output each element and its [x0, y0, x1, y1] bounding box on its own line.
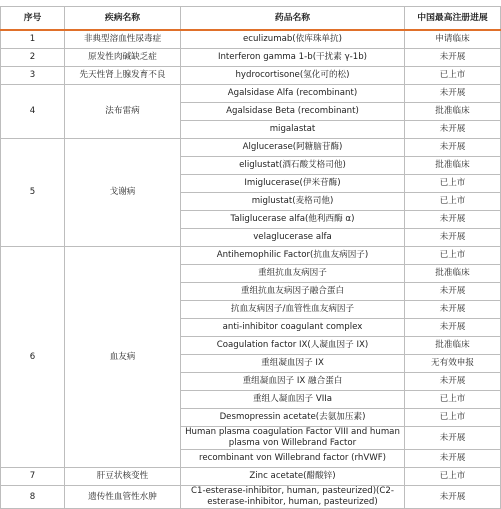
- registration-status: 批准临床: [405, 265, 501, 283]
- disease-name: 先天性肾上腺发育不良: [65, 67, 181, 85]
- drug-name: eliglustat(酒石酸艾格司他): [181, 157, 405, 175]
- table-row: [1, 139, 501, 157]
- table-row: [1, 85, 501, 103]
- drug-name: C1-esterase-inhibitor, human, pasteurized)(C2-esterase-inhibitor, human, pasteurized): [181, 486, 405, 509]
- drug-name: 重组人凝血因子 VIIa: [181, 391, 405, 409]
- registration-status: 未开展: [405, 139, 501, 157]
- table-row: [1, 486, 501, 509]
- row-no: 4: [1, 85, 65, 139]
- table-row: [1, 247, 501, 265]
- drug-name: Agalsidase Beta (recombinant): [181, 103, 405, 121]
- header-disease: 疾病名称: [65, 7, 181, 31]
- row-no: 5: [1, 139, 65, 247]
- row-no: 2: [1, 49, 65, 67]
- row-no: 6: [1, 247, 65, 468]
- disease-name: 法布雷病: [65, 85, 181, 139]
- registration-status: 批准临床: [405, 337, 501, 355]
- registration-status: 未开展: [405, 85, 501, 103]
- registration-status: 未开展: [405, 121, 501, 139]
- drug-name: 重组抗血友病因子融合蛋白: [181, 283, 405, 301]
- drug-name: 重组抗血友病因子: [181, 265, 405, 283]
- registration-status: 无有效申报: [405, 355, 501, 373]
- rare-disease-drug-table: [0, 6, 501, 509]
- registration-status: 未开展: [405, 373, 501, 391]
- drug-name: migalastat: [181, 121, 405, 139]
- row-no: 1: [1, 30, 65, 49]
- header-status: 中国最高注册进展: [405, 7, 501, 31]
- registration-status: 未开展: [405, 486, 501, 509]
- registration-status: 已上市: [405, 468, 501, 486]
- registration-status: 未开展: [405, 211, 501, 229]
- registration-status: 批准临床: [405, 103, 501, 121]
- drug-name: Taliglucerase alfa(他利西酶 α): [181, 211, 405, 229]
- drug-name: Agalsidase Alfa (recombinant): [181, 85, 405, 103]
- disease-name: 戈谢病: [65, 139, 181, 247]
- drug-name: Coagulation factor IX(人凝血因子 IX): [181, 337, 405, 355]
- registration-status: 已上市: [405, 409, 501, 427]
- drug-name: Imiglucerase(伊米苷酶): [181, 175, 405, 193]
- registration-status: 未开展: [405, 283, 501, 301]
- table-row: [1, 30, 501, 49]
- drug-name: recombinant von Willebrand factor (rhVWF): [181, 450, 405, 468]
- disease-name: 非典型溶血性尿毒症: [65, 30, 181, 49]
- drug-name: velaglucerase alfa: [181, 229, 405, 247]
- disease-name: 原发性肉碱缺乏症: [65, 49, 181, 67]
- registration-status: 申请临床: [405, 30, 501, 49]
- drug-name: miglustat(麦格司他): [181, 193, 405, 211]
- disease-name: 遗传性血管性水肿: [65, 486, 181, 509]
- drug-name: Human plasma coagulation Factor VIII and human plasma von Willebrand Factor: [181, 427, 405, 450]
- registration-status: 批准临床: [405, 157, 501, 175]
- registration-status: 已上市: [405, 175, 501, 193]
- row-no: 3: [1, 67, 65, 85]
- registration-status: 未开展: [405, 450, 501, 468]
- registration-status: 未开展: [405, 319, 501, 337]
- registration-status: 未开展: [405, 49, 501, 67]
- registration-status: 已上市: [405, 391, 501, 409]
- registration-status: 已上市: [405, 67, 501, 85]
- drug-name: Antihemophilic Factor(抗血友病因子): [181, 247, 405, 265]
- table-header: [1, 7, 501, 31]
- row-no: 8: [1, 486, 65, 509]
- header-drug: 药品名称: [181, 7, 405, 31]
- drug-name: 抗血友病因子/血管性血友病因子: [181, 301, 405, 319]
- drug-name: Alglucerase(阿糖脑苷酶): [181, 139, 405, 157]
- registration-status: 未开展: [405, 301, 501, 319]
- row-no: 7: [1, 468, 65, 486]
- registration-status: 未开展: [405, 229, 501, 247]
- registration-status: 未开展: [405, 427, 501, 450]
- drug-name: Desmopressin acetate(去氨加压素): [181, 409, 405, 427]
- drug-name: eculizumab(依库珠单抗): [181, 30, 405, 49]
- table-body: [1, 30, 501, 509]
- registration-status: 已上市: [405, 193, 501, 211]
- drug-name: anti-inhibitor coagulant complex: [181, 319, 405, 337]
- table-row: [1, 67, 501, 85]
- registration-status: 已上市: [405, 247, 501, 265]
- table-row: [1, 468, 501, 486]
- drug-name: Zinc acetate(醋酸锌): [181, 468, 405, 486]
- header-no: 序号: [1, 7, 65, 31]
- drug-name: 重组凝血因子 IX: [181, 355, 405, 373]
- header-row: [1, 7, 501, 31]
- table-row: [1, 49, 501, 67]
- drug-name: hydrocortisone(氢化可的松): [181, 67, 405, 85]
- disease-name: 肝豆状核变性: [65, 468, 181, 486]
- drug-name: Interferon gamma 1-b(干扰素 γ-1b): [181, 49, 405, 67]
- disease-name: 血友病: [65, 247, 181, 468]
- drug-name: 重组凝血因子 IX 融合蛋白: [181, 373, 405, 391]
